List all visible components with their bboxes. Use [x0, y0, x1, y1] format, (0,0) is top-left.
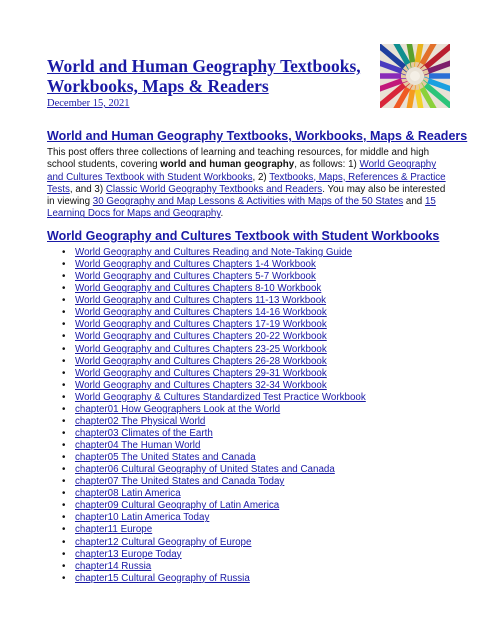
list-item [62, 537, 366, 549]
bullet-icon: • [62, 488, 66, 500]
list-item [62, 573, 366, 585]
list-item [62, 440, 366, 452]
list-item [62, 271, 366, 283]
resource-link[interactable]: World Geography and Cultures Chapters 8-10 Workbook [75, 283, 322, 295]
pencil-tip-shape [417, 85, 418, 90]
post-date[interactable]: December 15, 2021 [47, 98, 130, 109]
resource-link[interactable]: chapter06 Cultural Geography of United States and Canada [75, 464, 335, 476]
resource-link[interactable]: chapter13 Europe Today [75, 548, 182, 560]
bullet-icon: • [62, 476, 66, 488]
resource-link[interactable]: chapter05 The United States and Canada [75, 452, 256, 464]
resource-link[interactable]: chapter09 Cultural Geography of Latin America [75, 500, 280, 512]
link-textbooks-maps-references[interactable]: Textbooks, Maps, References & Practice Tests [47, 171, 446, 195]
resource-link[interactable]: World Geography and Cultures Chapters 23-25 Workbook [75, 343, 327, 355]
bullet-icon: • [62, 391, 66, 403]
list-item [62, 500, 366, 512]
intro-text: and [403, 196, 425, 208]
list-item [62, 331, 366, 343]
bullet-icon: • [62, 355, 66, 367]
intro-text: . You may also be interested in viewing [47, 183, 446, 208]
pencil-tip-shape [420, 84, 423, 88]
resource-link[interactable]: World Geography and Cultures Chapters 26-28 Workbook [75, 355, 327, 367]
resource-link[interactable]: chapter10 Latin America Today [75, 512, 210, 524]
list-item [62, 488, 366, 500]
bullet-icon: • [62, 247, 66, 258]
bullet-icon: • [62, 415, 66, 427]
resource-link[interactable]: chapter01 How Geographers Look at the World [75, 403, 281, 415]
resource-link[interactable]: World Geography and Cultures Chapters 14-16 Workbook [75, 307, 327, 319]
colored-pencils-thumbnail [380, 44, 450, 108]
resource-link[interactable]: chapter02 The Physical World [75, 415, 206, 427]
bullet-icon: • [62, 500, 66, 512]
list-item [62, 247, 366, 259]
pencil-tip-shape [423, 71, 428, 73]
list-item [62, 259, 366, 271]
bullet-icon: • [62, 379, 66, 391]
section-heading-textbook-workbooks[interactable]: World Geography and Cultures Textbook with Student Workbooks [47, 229, 440, 243]
intro-text: , as follows: 1) [294, 159, 360, 171]
link-world-geography-textbook[interactable]: World Geography and Cultures Textbook with Student Workbooks [47, 159, 437, 183]
bullet-icon: • [62, 271, 66, 283]
list-item [62, 319, 366, 331]
pencil-tip-shape [402, 79, 407, 81]
list-item [62, 549, 366, 561]
resource-link[interactable]: World Geography and Cultures Reading and Note-Taking Guide [75, 247, 353, 258]
list-item [62, 392, 366, 404]
bullet-icon: • [62, 560, 66, 572]
list-item [62, 283, 366, 295]
resource-link[interactable]: World Geography and Cultures Chapters 17-19 Workbook [75, 319, 327, 331]
resource-link[interactable]: chapter03 Climates of the Earth [75, 427, 213, 439]
resource-link[interactable]: chapter14 Russia [75, 560, 152, 572]
section-heading-overview[interactable]: World and Human Geography Textbooks, Workbooks, Maps & Readers [47, 129, 468, 143]
bullet-icon: • [62, 572, 66, 584]
page-title[interactable]: World and Human Geography Textbooks, Workbooks, Maps & Readers [47, 56, 361, 96]
intro-text: , and 3) [69, 183, 106, 195]
bullet-icon: • [62, 283, 66, 295]
resource-link[interactable]: World Geography and Cultures Chapters 11-13 Workbook [75, 295, 327, 307]
list-item [62, 380, 366, 392]
resource-link[interactable]: World Geography & Cultures Standardized Test Practice Workbook [75, 391, 366, 403]
bullet-icon: • [62, 319, 66, 331]
bullet-icon: • [62, 367, 66, 379]
pencil-tip-shape [413, 85, 414, 90]
intro-text: This post offers three collections of learning and teaching resources, for middle and high school students, covering [47, 147, 430, 171]
link-15-learning-docs[interactable]: 15 Learning Docs for Maps and Geography [47, 196, 436, 220]
resource-link[interactable]: chapter08 Latin America [75, 488, 181, 500]
list-item [62, 512, 366, 524]
pencil-tip-shape [417, 62, 418, 67]
list-item [62, 416, 366, 428]
pencil-tip-shape [413, 62, 414, 67]
bullet-icon: • [62, 307, 66, 319]
list-item [62, 464, 366, 476]
resource-link[interactable]: chapter07 The United States and Canada Today [75, 476, 285, 488]
bullet-icon: • [62, 427, 66, 439]
intro-paragraph [47, 147, 452, 221]
list-item [62, 452, 366, 464]
bullet-icon: • [62, 343, 66, 355]
list-item [62, 428, 366, 440]
bullet-icon: • [62, 403, 66, 415]
list-item [62, 404, 366, 416]
resource-link[interactable]: chapter15 Cultural Geography of Russia [75, 572, 250, 584]
resource-link[interactable]: World Geography and Cultures Chapters 29-31 Workbook [75, 367, 327, 379]
pencil-center-shape [410, 71, 420, 81]
resource-link[interactable]: chapter04 The Human World [75, 440, 201, 451]
list-item [62, 295, 366, 307]
bullet-icon: • [62, 464, 66, 476]
intro-bold-text: world and human geography [160, 159, 295, 171]
intro-text: . [220, 208, 224, 220]
bullet-icon: • [62, 331, 66, 343]
link-30-geography-lessons[interactable]: 30 Geography and Map Lessons & Activities with Maps of the 50 States [92, 196, 404, 208]
resource-link[interactable]: World Geography and Cultures Chapters 32-34 Workbook [75, 379, 327, 391]
bullet-icon: • [62, 452, 66, 464]
bullet-icon: • [62, 536, 66, 548]
resource-link[interactable]: chapter11 Europe [75, 524, 153, 536]
list-item [62, 524, 366, 536]
resource-link[interactable]: chapter12 Cultural Geography of Europe [75, 536, 252, 548]
resource-link[interactable]: World Geography and Cultures Chapters 20-22 Workbook [75, 331, 327, 343]
resource-list [62, 247, 366, 585]
pencil-tip-shape [408, 64, 411, 68]
list-item [62, 344, 366, 356]
list-item [62, 476, 366, 488]
bullet-icon: • [62, 548, 66, 560]
bullet-icon: • [62, 524, 66, 536]
bullet-icon: • [62, 512, 66, 524]
list-item [62, 561, 366, 573]
list-item [62, 356, 366, 368]
resource-link[interactable]: World Geography and Cultures Chapters 1-4 Workbook [75, 259, 316, 271]
list-item [62, 368, 366, 380]
resource-link[interactable]: World Geography and Cultures Chapters 5-7 Workbook [75, 271, 316, 283]
bullet-icon: • [62, 295, 66, 307]
intro-text: , 2) [252, 171, 270, 183]
list-item [62, 307, 366, 319]
bullet-icon: • [62, 259, 66, 271]
colored-pencils-image [380, 44, 450, 108]
bullet-icon: • [62, 440, 66, 451]
link-classic-textbooks-readers[interactable]: Classic World Geography Textbooks and Readers [105, 183, 323, 195]
